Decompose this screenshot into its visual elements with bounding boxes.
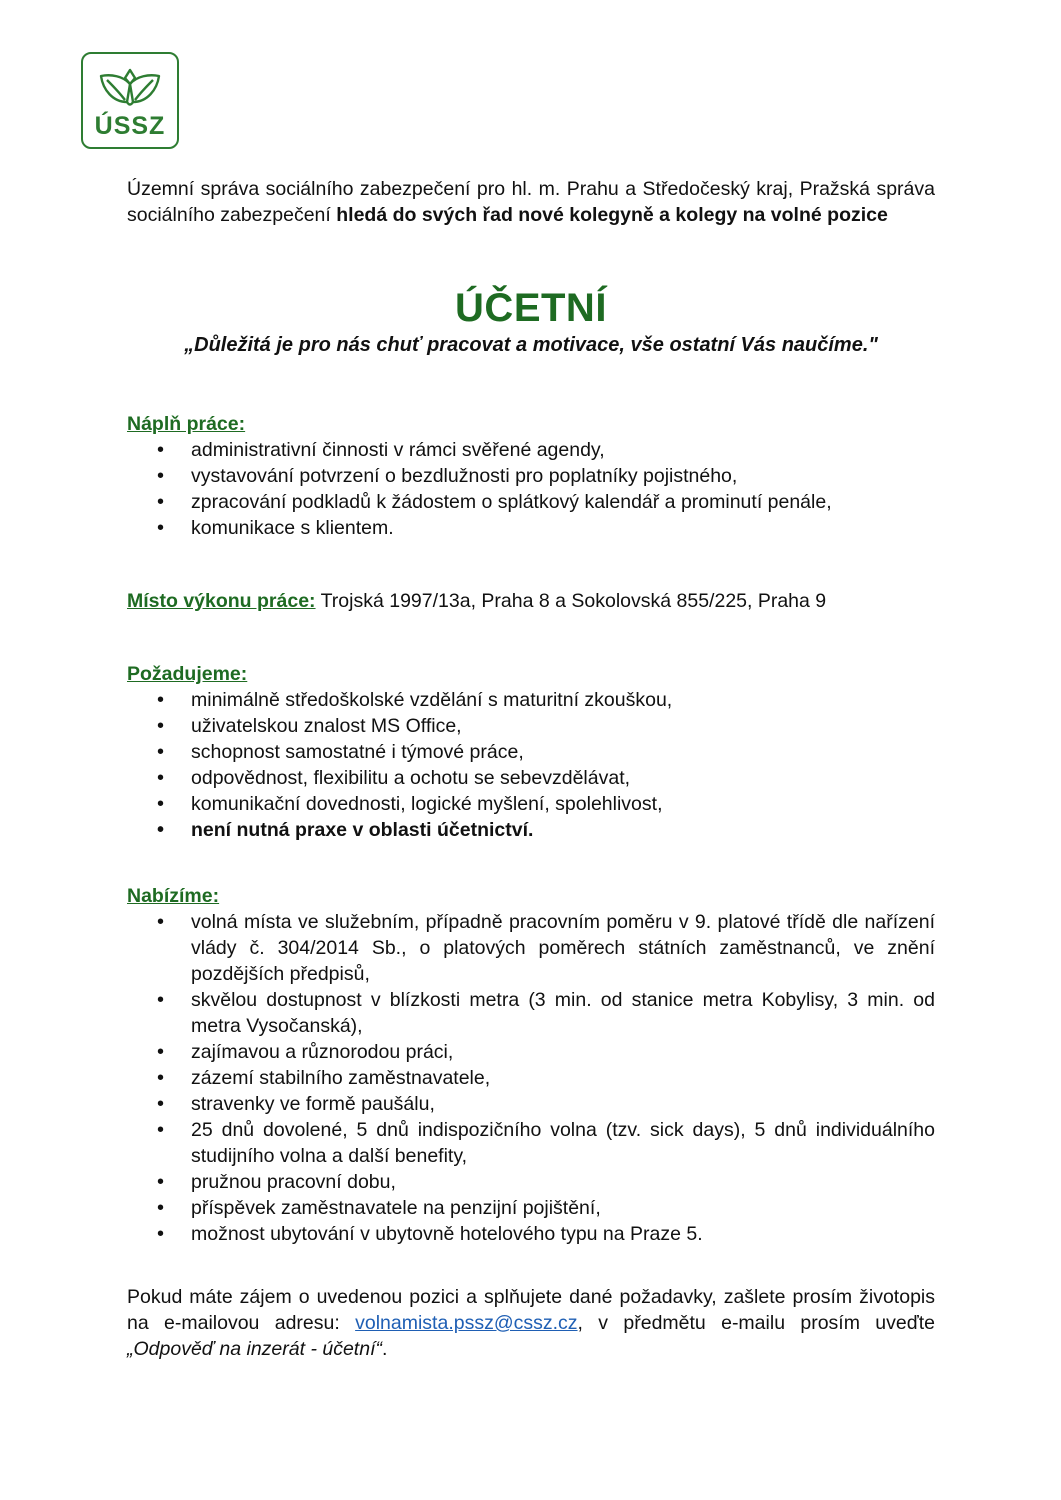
list-item: • příspěvek zaměstnavatele na penzijní pojištění,: [127, 1195, 935, 1221]
list-item: • komunikace s klientem.: [127, 515, 935, 541]
section-heading: Požadujeme:: [127, 663, 248, 685]
email-link[interactable]: volnamista.pssz@cssz.cz: [355, 1312, 578, 1334]
leaves-icon: [97, 64, 163, 110]
section-heading: Místo výkonu práce:: [127, 590, 316, 612]
motto: „Důležitá je pro nás chuť pracovat a motivace, vše ostatní Vás naučíme.": [184, 334, 878, 356]
list-item: • komunikační dovednosti, logické myšlení, spolehlivost,: [127, 791, 935, 817]
email-subject: „Odpověď na inzerát - účetní“: [127, 1338, 382, 1360]
list-item: • administrativní činnosti v rámci svěřené agendy,: [127, 437, 935, 463]
list-item: • vystavování potvrzení o bezdlužnosti pro poplatníky pojistného,: [127, 463, 935, 489]
intro-bold-text: hledá do svých řad nové kolegyně a kolegy na volné pozice: [336, 204, 888, 226]
list-item-bold: • není nutná praxe v oblasti účetnictví.: [127, 817, 935, 843]
list-item: • 25 dnů dovolené, 5 dnů indispozičního volna (tzv. sick days), 5 dnů individuálního studijního volna a další benefity,: [127, 1117, 935, 1169]
closing-text: .: [381, 1338, 388, 1360]
list-item: • zpracování podkladů k žádostem o splátkový kalendář a prominutí penále,: [127, 489, 935, 515]
list-item: • volná místa ve služebním, případně pracovním poměru v 9. platové třídě dle nařízení vlády č. 304/2014 Sb., o platových poměrech státních zaměstnanců, ve znění pozdějších předpisů,: [127, 909, 935, 987]
section-heading: Nabízíme:: [127, 885, 220, 907]
requirements-list: [127, 687, 935, 843]
closing-paragraph: [127, 1284, 935, 1362]
section-napln: [127, 411, 935, 541]
duties-list: [127, 437, 935, 541]
intro-text: Územní správa sociálního zabezpečení pro hl. m. Prahu a Středočeský kraj, Pražská správa sociálního zabezpečení: [127, 178, 935, 226]
intro-paragraph: [127, 176, 935, 228]
list-item: • schopnost samostatné i týmové práce,: [127, 739, 935, 765]
list-item: • zajímavou a různorodou práci,: [127, 1039, 935, 1065]
page-title: ÚČETNÍ: [455, 286, 607, 330]
list-item: • zázemí stabilního zaměstnavatele,: [127, 1065, 935, 1091]
list-item: • odpovědnost, flexibilitu a ochotu se sebevzdělávat,: [127, 765, 935, 791]
list-item: • minimálně středoškolské vzdělání s maturitní zkouškou,: [127, 687, 935, 713]
list-item: • skvělou dostupnost v blízkosti metra (3 min. od stanice metra Kobylisy, 3 min. od metra Vysočanská),: [127, 987, 935, 1039]
section-nabizime: [127, 883, 935, 1247]
closing-text: , v předmětu e-mailu prosím uveďte: [577, 1312, 935, 1334]
list-item: • stravenky ve formě paušálu,: [127, 1091, 935, 1117]
document-body: [127, 176, 935, 1362]
list-item: • pružnou pracovní dobu,: [127, 1169, 935, 1195]
offer-list: [127, 909, 935, 1247]
section-heading: Náplň práce:: [127, 413, 246, 435]
logo-text: ÚSSZ: [94, 112, 166, 140]
logo: [81, 52, 179, 149]
workplace-address: Trojská 1997/13a, Praha 8 a Sokolovská 855/225, Praha 9: [315, 590, 827, 612]
list-item: • možnost ubytování v ubytovně hotelového typu na Praze 5.: [127, 1221, 935, 1247]
section-pozadujeme: [127, 661, 935, 843]
section-misto: [127, 588, 935, 614]
closing-text: Pokud máte zájem o uvedenou pozici a splňujete dané požadavky, zašlete prosím životopis na e-mailovou adresu:: [127, 1286, 935, 1334]
list-item: • uživatelskou znalost MS Office,: [127, 713, 935, 739]
